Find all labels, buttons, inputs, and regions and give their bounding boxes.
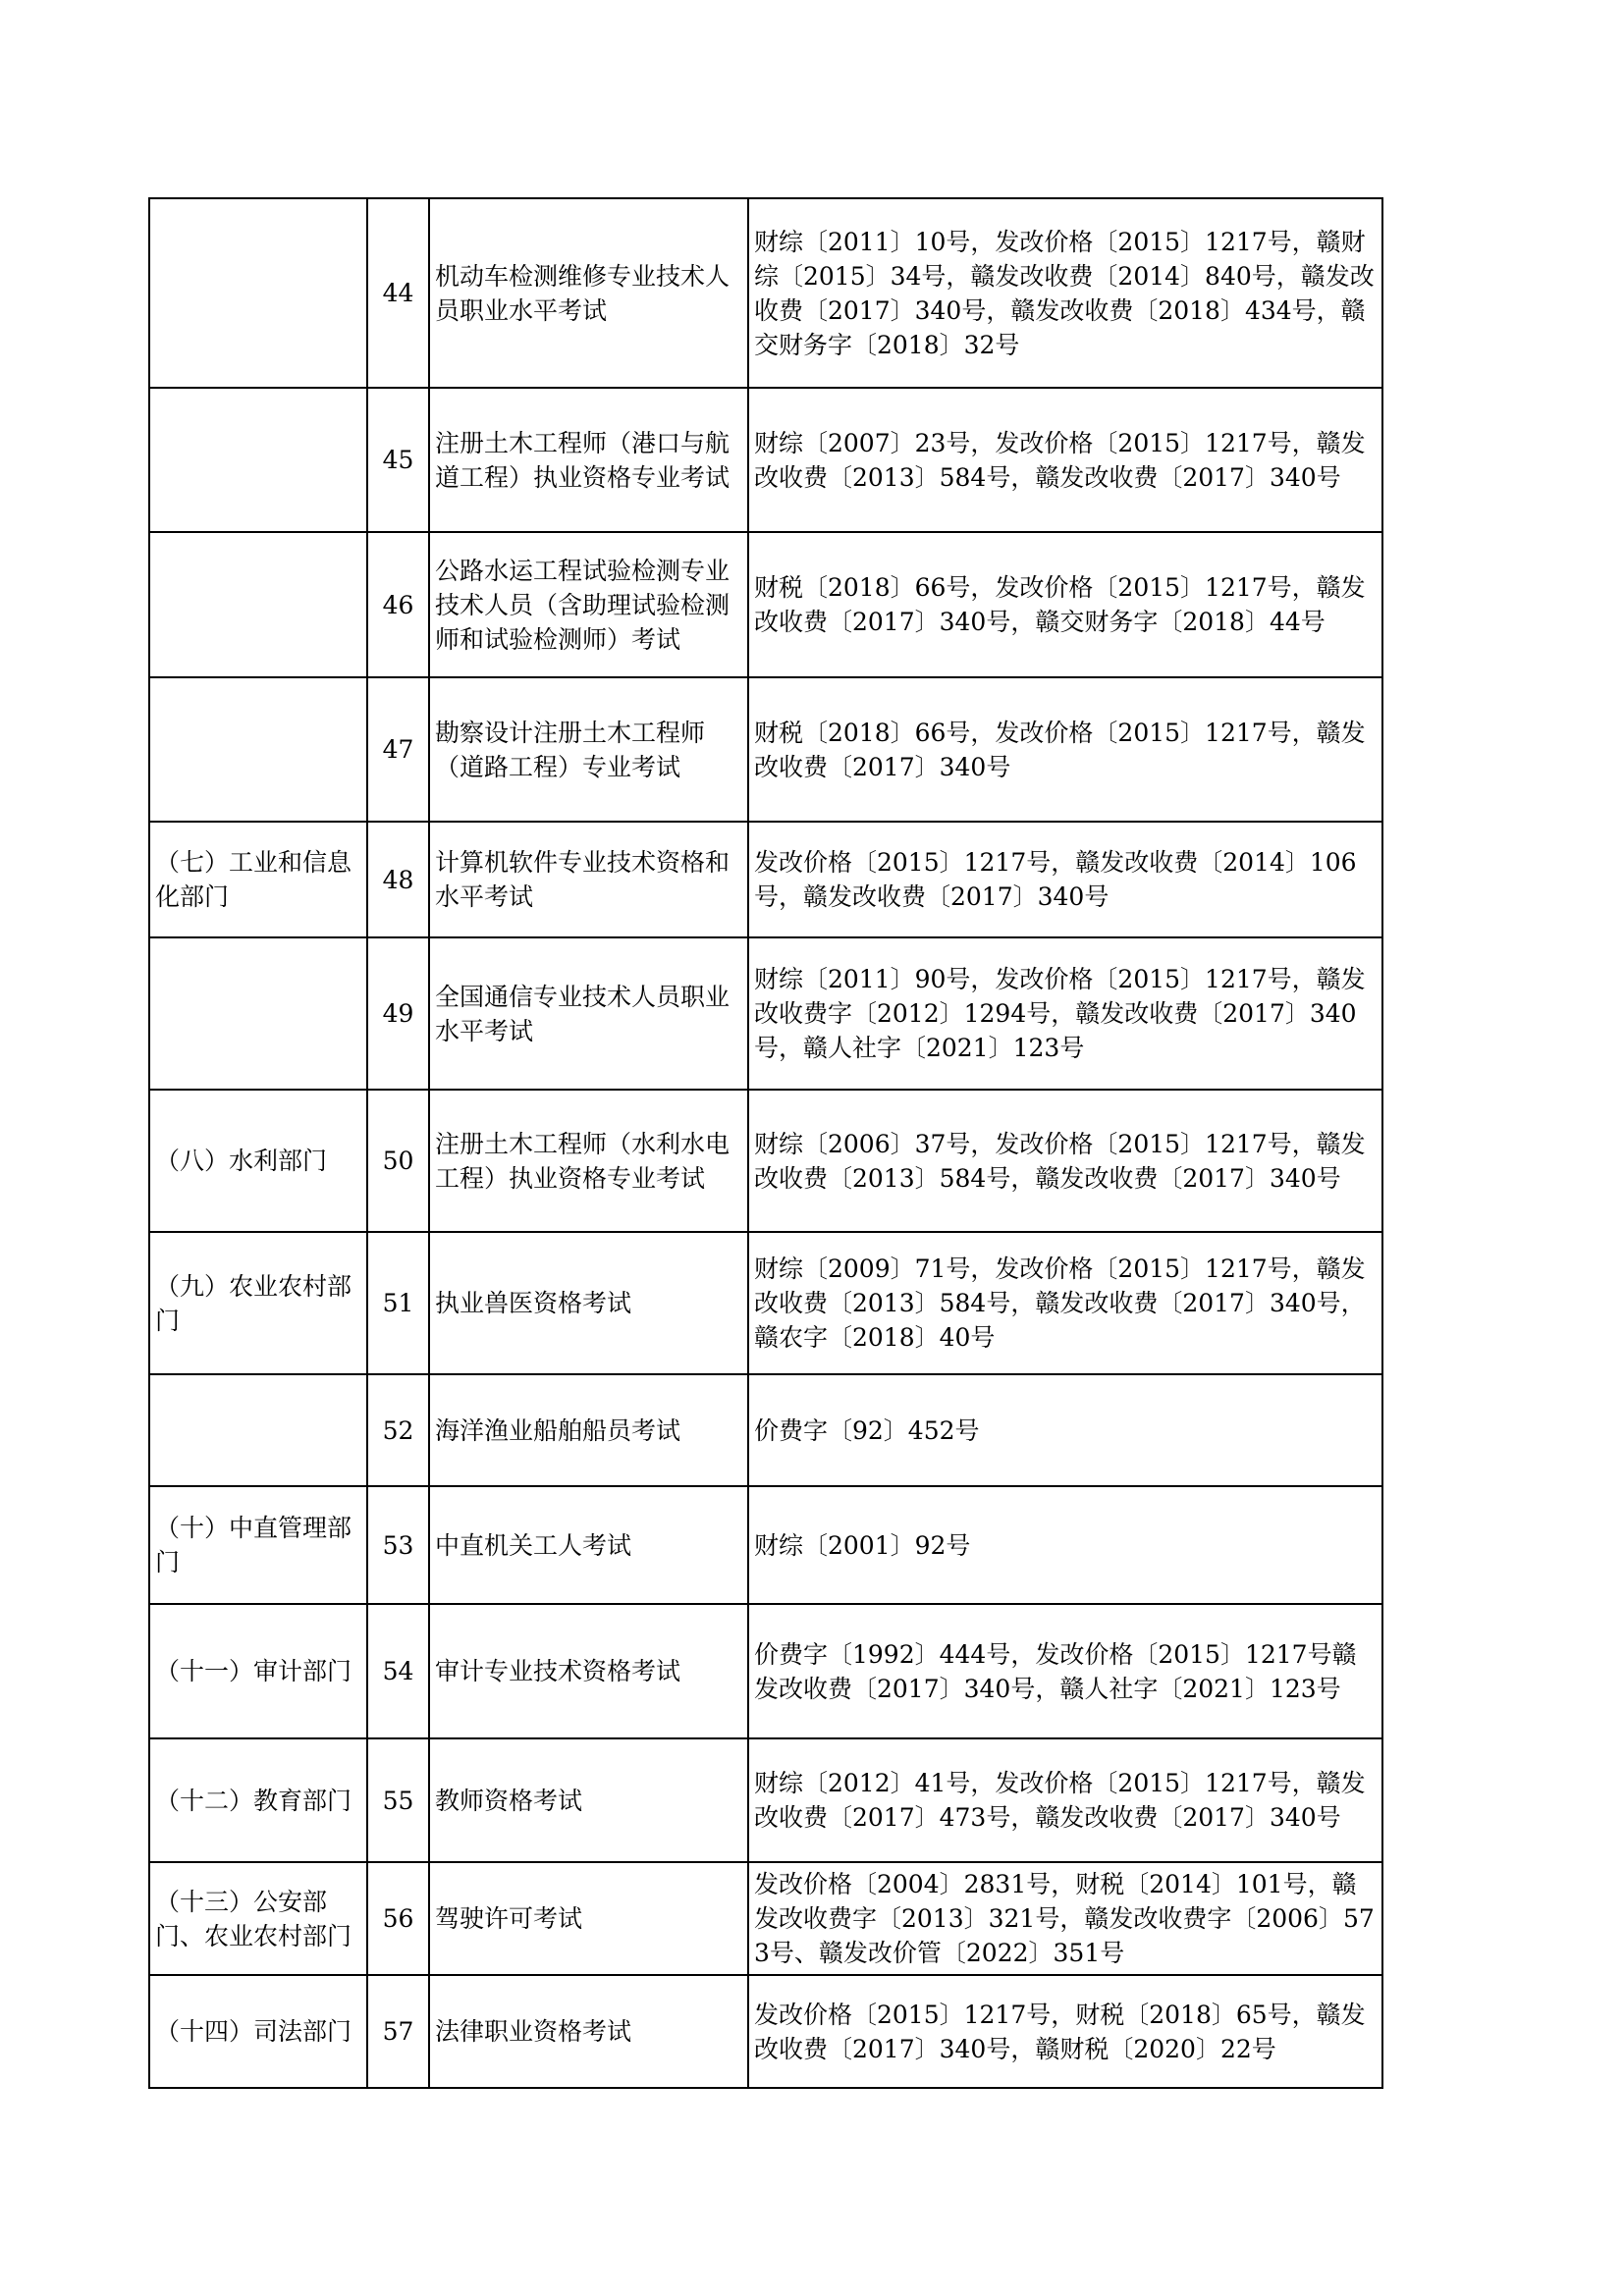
department-cell	[149, 198, 367, 388]
fee-basis-cell: 财税〔2018〕66号，发改价格〔2015〕1217号，赣发改收费〔2017〕340号，赣交财务字〔2018〕44号	[748, 532, 1382, 677]
table-row	[149, 1232, 1382, 1374]
exam-name-cell: 勘察设计注册土木工程师（道路工程）专业考试	[429, 677, 748, 822]
table-row	[149, 198, 1382, 388]
fee-basis-cell: 财综〔2007〕23号，发改价格〔2015〕1217号，赣发改收费〔2013〕584号，赣发改收费〔2017〕340号	[748, 388, 1382, 532]
exam-name-cell: 全国通信专业技术人员职业水平考试	[429, 937, 748, 1090]
table-row	[149, 1862, 1382, 1975]
fee-basis-cell: 财税〔2018〕66号，发改价格〔2015〕1217号，赣发改收费〔2017〕340号	[748, 677, 1382, 822]
table-row	[149, 1738, 1382, 1862]
item-number-cell: 48	[367, 822, 429, 937]
exam-name-cell: 教师资格考试	[429, 1738, 748, 1862]
department-cell	[149, 1374, 367, 1486]
fee-basis-cell: 发改价格〔2004〕2831号，财税〔2014〕101号，赣发改收费字〔2013〕321号，赣发改收费字〔2006〕573号、赣发改价管〔2022〕351号	[748, 1862, 1382, 1975]
department-cell	[149, 532, 367, 677]
exam-name-cell: 法律职业资格考试	[429, 1975, 748, 2088]
fee-basis-cell: 发改价格〔2015〕1217号，赣发改收费〔2014〕106号，赣发改收费〔2017〕340号	[748, 822, 1382, 937]
exam-name-cell: 注册土木工程师（港口与航道工程）执业资格专业考试	[429, 388, 748, 532]
department-cell	[149, 677, 367, 822]
fee-basis-cell: 财综〔2006〕37号，发改价格〔2015〕1217号，赣发改收费〔2013〕584号，赣发改收费〔2017〕340号	[748, 1090, 1382, 1232]
exam-name-cell: 公路水运工程试验检测专业技术人员（含助理试验检测师和试验检测师）考试	[429, 532, 748, 677]
item-number-cell: 53	[367, 1486, 429, 1604]
exam-name-cell: 驾驶许可考试	[429, 1862, 748, 1975]
department-cell	[149, 937, 367, 1090]
item-number-cell: 57	[367, 1975, 429, 2088]
department-cell: （九）农业农村部门	[149, 1232, 367, 1374]
exam-name-cell: 中直机关工人考试	[429, 1486, 748, 1604]
department-cell: （十四）司法部门	[149, 1975, 367, 2088]
exam-name-cell: 机动车检测维修专业技术人员职业水平考试	[429, 198, 748, 388]
department-cell: （十一）审计部门	[149, 1604, 367, 1738]
table-row	[149, 1604, 1382, 1738]
exam-name-cell: 海洋渔业船舶船员考试	[429, 1374, 748, 1486]
table-row	[149, 937, 1382, 1090]
fee-basis-table	[148, 197, 1383, 2089]
item-number-cell: 56	[367, 1862, 429, 1975]
table-row	[149, 822, 1382, 937]
item-number-cell: 51	[367, 1232, 429, 1374]
table-row	[149, 388, 1382, 532]
item-number-cell: 55	[367, 1738, 429, 1862]
fee-basis-cell: 财综〔2011〕10号，发改价格〔2015〕1217号，赣财综〔2015〕34号，赣发改收费〔2014〕840号，赣发改收费〔2017〕340号，赣发改收费〔2018〕434号，赣交财务字〔2018〕32号	[748, 198, 1382, 388]
item-number-cell: 44	[367, 198, 429, 388]
exam-name-cell: 计算机软件专业技术资格和水平考试	[429, 822, 748, 937]
fee-basis-cell: 发改价格〔2015〕1217号，财税〔2018〕65号，赣发改收费〔2017〕340号，赣财税〔2020〕22号	[748, 1975, 1382, 2088]
department-cell	[149, 388, 367, 532]
exam-name-cell: 审计专业技术资格考试	[429, 1604, 748, 1738]
item-number-cell: 50	[367, 1090, 429, 1232]
fee-basis-cell: 财综〔2012〕41号，发改价格〔2015〕1217号，赣发改收费〔2017〕473号，赣发改收费〔2017〕340号	[748, 1738, 1382, 1862]
department-cell: （七）工业和信息化部门	[149, 822, 367, 937]
exam-name-cell: 注册土木工程师（水利水电工程）执业资格专业考试	[429, 1090, 748, 1232]
department-cell: （十三）公安部门、农业农村部门	[149, 1862, 367, 1975]
fee-basis-cell: 财综〔2009〕71号，发改价格〔2015〕1217号，赣发改收费〔2013〕584号，赣发改收费〔2017〕340号，赣农字〔2018〕40号	[748, 1232, 1382, 1374]
item-number-cell: 45	[367, 388, 429, 532]
fee-basis-cell: 财综〔2011〕90号，发改价格〔2015〕1217号，赣发改收费字〔2012〕1294号，赣发改收费〔2017〕340号，赣人社字〔2021〕123号	[748, 937, 1382, 1090]
item-number-cell: 52	[367, 1374, 429, 1486]
exam-name-cell: 执业兽医资格考试	[429, 1232, 748, 1374]
table-row	[149, 1374, 1382, 1486]
item-number-cell: 49	[367, 937, 429, 1090]
table-row	[149, 677, 1382, 822]
department-cell: （十）中直管理部门	[149, 1486, 367, 1604]
table-row	[149, 532, 1382, 677]
table-row	[149, 1090, 1382, 1232]
department-cell: （八）水利部门	[149, 1090, 367, 1232]
fee-basis-cell: 价费字〔92〕452号	[748, 1374, 1382, 1486]
fee-basis-cell: 价费字〔1992〕444号，发改价格〔2015〕1217号赣发改收费〔2017〕340号，赣人社字〔2021〕123号	[748, 1604, 1382, 1738]
table-row	[149, 1486, 1382, 1604]
item-number-cell: 46	[367, 532, 429, 677]
item-number-cell: 47	[367, 677, 429, 822]
department-cell: （十二）教育部门	[149, 1738, 367, 1862]
item-number-cell: 54	[367, 1604, 429, 1738]
table-row	[149, 1975, 1382, 2088]
fee-basis-cell: 财综〔2001〕92号	[748, 1486, 1382, 1604]
